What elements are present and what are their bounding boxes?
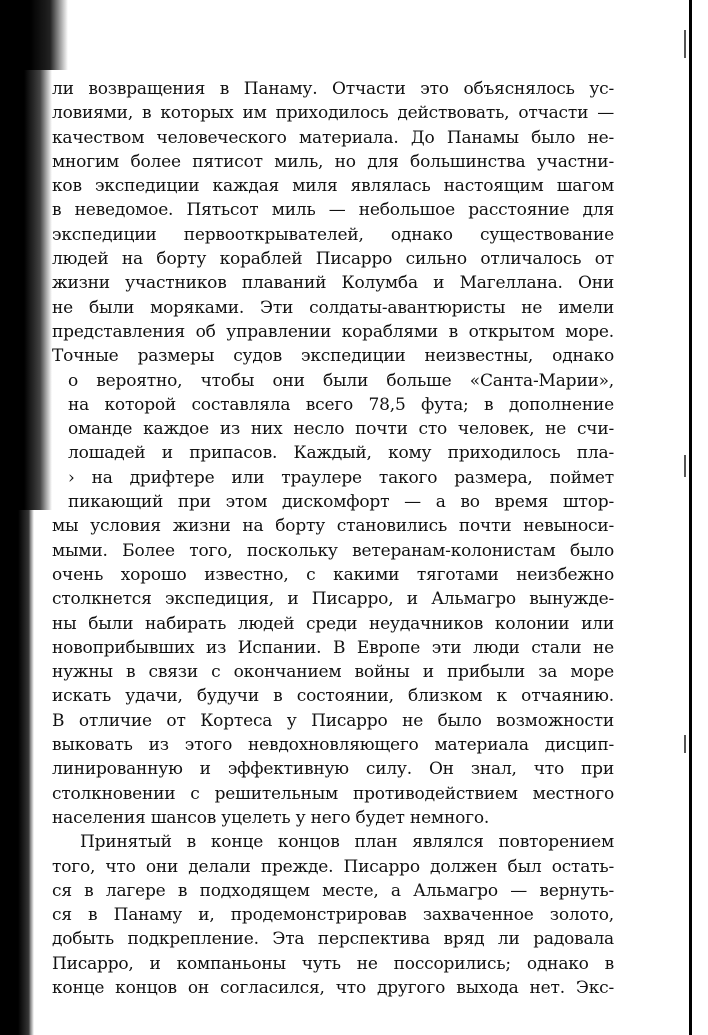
- text-line: ловиями, в которых им приходилось действовать, отчасти —: [52, 103, 614, 124]
- scan-mark: [684, 455, 686, 477]
- text-line: на которой составляла всего 78,5 фута; в дополнение: [68, 394, 614, 415]
- text-line: добыть подкрепление. Эта перспектива вряд ли радовала: [52, 929, 614, 950]
- paragraph: [52, 77, 614, 830]
- text-line: В отличие от Кортеса у Писарро не было возможности: [52, 710, 614, 731]
- text-line: столкновении с решительным противодействием местного: [52, 783, 614, 804]
- text-line: о вероятно, чтобы они были больше «Санта-Марии»,: [68, 370, 614, 391]
- text-line: жизни участников плаваний Колумба и Магеллана. Они: [52, 273, 614, 294]
- text-line: выковать из этого невдохновляющего материала дисцип-: [52, 735, 614, 756]
- scan-mark: [684, 30, 686, 58]
- text-line: › на дрифтере или траулере такого размера, поймет: [68, 467, 614, 488]
- text-line: линированную и эффективную силу. Он знал, что при: [52, 759, 614, 780]
- text-line: искать удачи, будучи в состоянии, близком к отчаянию.: [52, 686, 614, 707]
- text-line: ны были набирать людей среди неудачников колонии или: [52, 613, 614, 634]
- text-line: ся в Панаму и, продемонстрировав захваченное золото,: [52, 905, 614, 926]
- text-line: экспедиции первооткрывателей, однако существование: [52, 224, 614, 245]
- text-line: столкнется экспедиция, и Писарро, и Альмагро вынужде-: [52, 589, 614, 610]
- text-line: представления об управлении кораблями в открытом море.: [52, 321, 614, 342]
- text-line: Точные размеры судов экспедиции неизвестны, однако: [52, 346, 614, 367]
- body-text: [52, 77, 614, 1000]
- text-line: Принятый в конце концов план являлся повторением: [80, 832, 614, 853]
- text-line: в неведомое. Пятьсот миль — небольшое расстояние для: [52, 200, 614, 221]
- text-line: оманде каждое из них несло почти сто человек, не счи-: [68, 419, 614, 440]
- binding-shadow-middle: [0, 70, 52, 510]
- binding-shadow-bottom: [0, 510, 34, 1035]
- binding-shadow-top: [0, 0, 68, 70]
- paragraph: [52, 830, 614, 1000]
- text-line: населения шансов уцелеть у него будет немного.: [52, 807, 490, 828]
- text-line: лошадей и припасов. Каждый, кому приходилось пла-: [68, 443, 614, 464]
- text-line: не были моряками. Эти солдаты-авантюристы не имели: [52, 297, 614, 318]
- page-right-edge: [689, 0, 692, 1035]
- text-line: ков экспедиции каждая миля являлась настоящим шагом: [52, 176, 614, 197]
- text-line: конце концов он согласился, что другого выхода нет. Экс-: [52, 977, 614, 998]
- text-line: ли возвращения в Панаму. Отчасти это объяснялось ус-: [52, 79, 614, 99]
- text-line: качеством человеческого материала. До Панамы было не-: [52, 127, 614, 148]
- scan-mark: [684, 735, 686, 753]
- text-line: мы условия жизни на борту становились почти невыноси-: [52, 516, 614, 537]
- text-line: пикающий при этом дискомфорт — а во время штор-: [68, 492, 614, 513]
- text-line: людей на борту кораблей Писарро сильно отличалось от: [52, 249, 614, 270]
- text-line: Писарро, и компаньоны чуть не поссорились; однако в: [52, 953, 614, 974]
- text-line: ся в лагере в подходящем месте, а Альмагро — вернуть-: [52, 880, 614, 901]
- text-line: мыми. Более того, поскольку ветеранам-колонистам было: [52, 540, 614, 561]
- text-line: нужны в связи с окончанием войны и прибыли за море: [52, 662, 614, 683]
- text-line: новоприбывших из Испании. В Европе эти люди стали не: [52, 637, 614, 658]
- text-line: очень хорошо известно, с какими тяготами неизбежно: [52, 564, 614, 585]
- text-line: того, что они делали прежде. Писарро должен был остать-: [52, 856, 614, 877]
- text-line: многим более пятисот миль, но для большинства участни-: [52, 151, 614, 172]
